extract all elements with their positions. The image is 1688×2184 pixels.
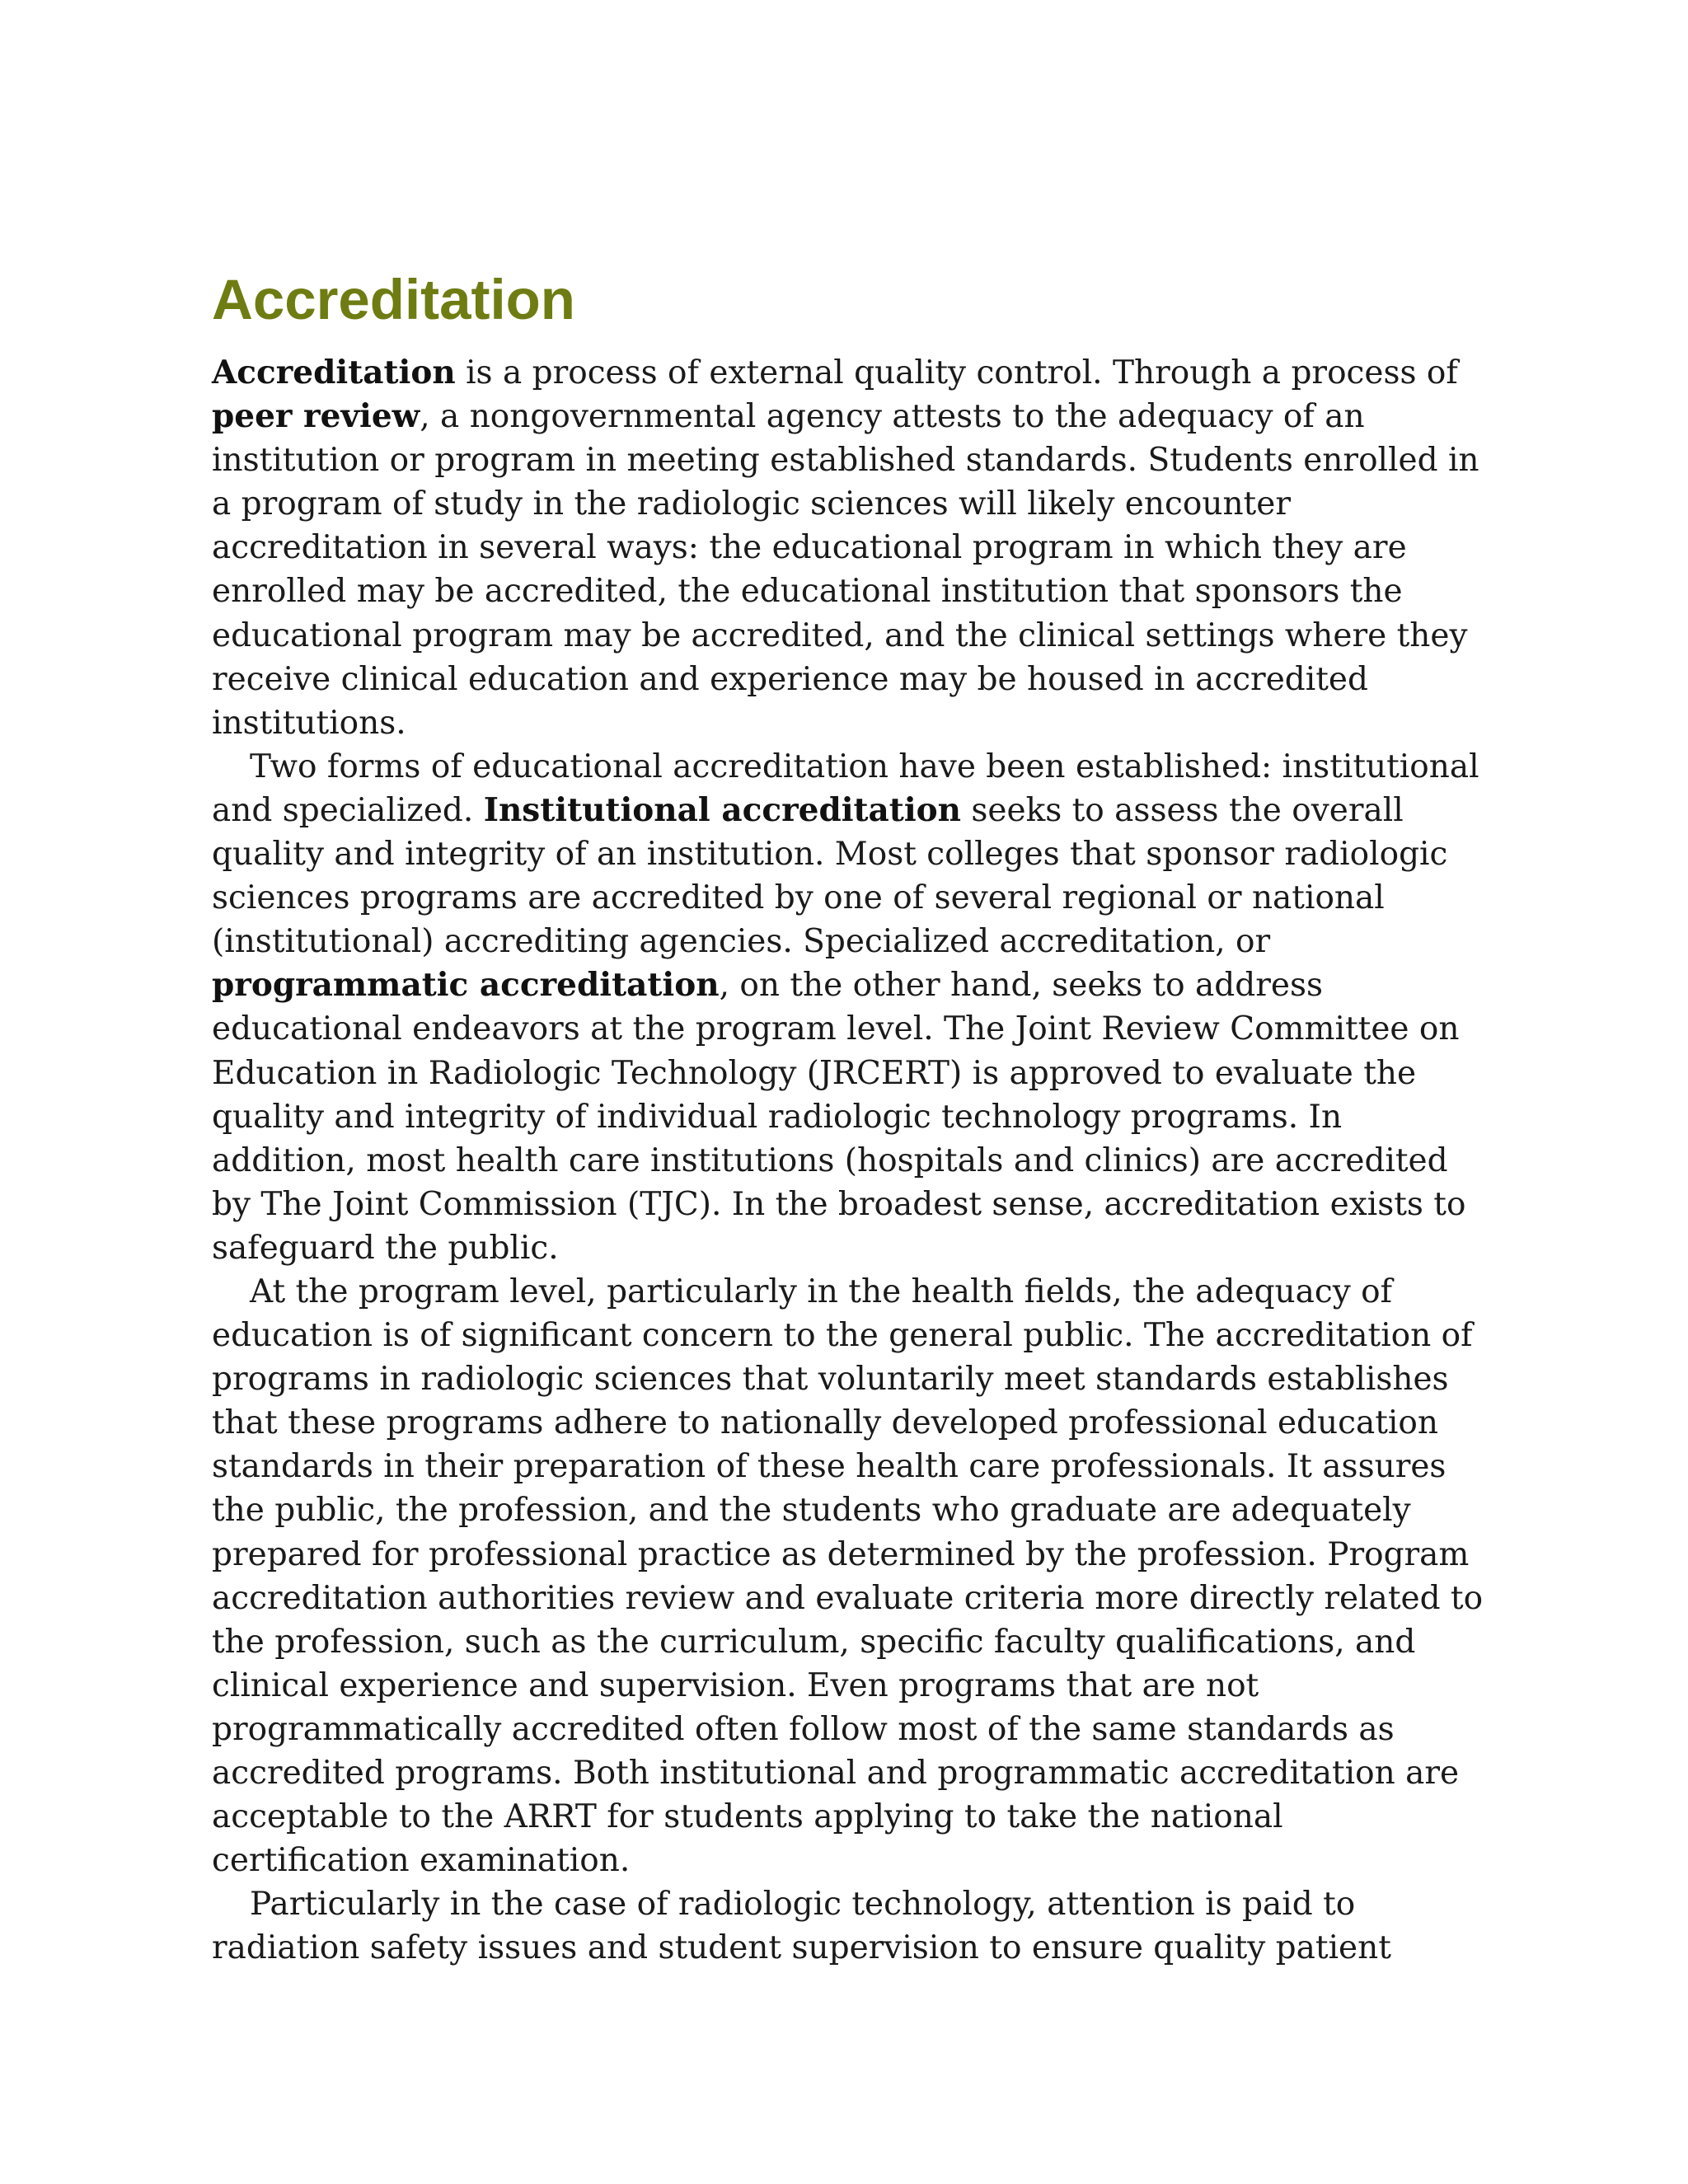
paragraph-2-text-2: seeks to assess the overall quality and integrity of an institution. Most colleges that sponsor radiologic sciences programs are accredited by one of several regional or national (institutional) accrediting agencies. Specialized accreditation, or (212, 791, 1448, 961)
paragraph-2 (212, 745, 1485, 1270)
paragraph-3: At the program level, particularly in the health fields, the adequacy of education is of significant concern to the general public. The accreditation of programs in radiologic sciences that voluntarily meet standards establishes that these programs adhere to nationally developed professional education standards in their preparation of these health care professionals. It assures the public, the profession, and the students who graduate are adequately prepared for professional practice as determined by the profession. Program accreditation authorities review and evaluate criteria more directly related to the profession, such as the curriculum, specific faculty qualifications, and clinical experience and supervision. Even programs that are not programmatically accredited often follow most of the same standards as accredited programs. Both institutional and programmatic accreditation are acceptable to the ARRT for students applying to take the national certification examination. (212, 1272, 1484, 1880)
term-programmatic-accreditation: programmatic accreditation (212, 966, 720, 1005)
body-text (212, 351, 1485, 1970)
paragraph-1-text-1: is a process of external quality control. Through a process of (455, 354, 1458, 391)
paragraph-2-text-1: Two forms of educational accreditation have been established: institutional and specialized. (212, 748, 1479, 829)
term-accreditation: Accreditation (212, 354, 456, 391)
term-institutional-accreditation: Institutional accreditation (483, 790, 962, 829)
paragraph-4: Particularly in the case of radiologic technology, attention is paid to radiation safety issues and student supervision to ensure quality patient (212, 1886, 1391, 1967)
page-content (212, 262, 1485, 1970)
term-peer-review: peer review (212, 397, 420, 436)
paragraph-1-text-2: , a nongovernmental agency attests to the adequacy of an institution or program in meeting established standards. Students enrolled in a program of study in the radiologic sciences will likely encounter accreditation in several ways: the educational program in which they are enrolled may be accredited, the educational institution that sponsors the educational program may be accredited, and the clinical settings where they receive clinical education and experience may be housed in accredited institutions. (212, 398, 1479, 742)
section-heading: Accreditation (212, 268, 575, 331)
paragraph-2-text-3: , on the other hand, seeks to address educational endeavors at the program level. The Joint Review Committee on Education in Radiologic Technology (JRCERT) is approved to evaluate the quality and integrity of individual radiologic technology programs. In addition, most health care institutions (hospitals and clinics) are accredited by The Joint Commission (TJC). In the broadest sense, accreditation exists to safeguard the public. (212, 967, 1466, 1267)
paragraph-1 (212, 351, 1485, 745)
